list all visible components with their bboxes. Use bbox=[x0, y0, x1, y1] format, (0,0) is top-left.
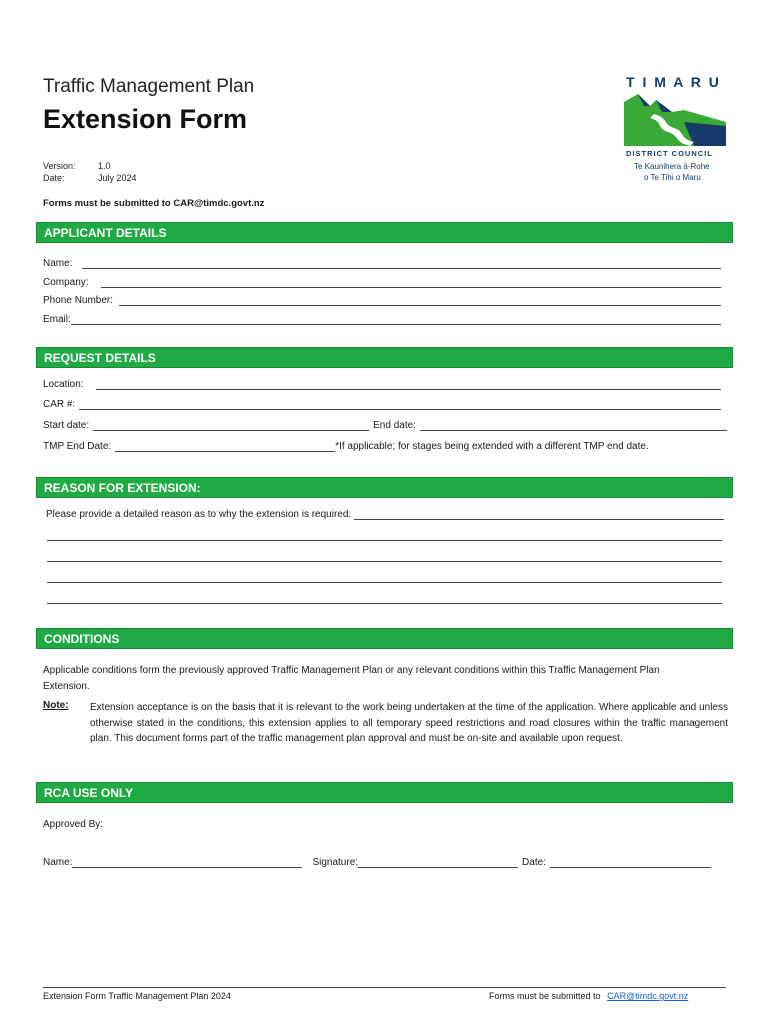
location-field[interactable] bbox=[43, 379, 721, 390]
email-label: Email: bbox=[43, 314, 71, 325]
email-line[interactable] bbox=[71, 315, 721, 325]
name-line[interactable] bbox=[82, 259, 721, 269]
approved-by-label: Approved By: bbox=[43, 819, 104, 830]
logo-wordmark: T I M A R U bbox=[626, 74, 721, 90]
date-label: Date: bbox=[43, 173, 65, 183]
rca-name-line[interactable] bbox=[72, 858, 302, 868]
footer-right bbox=[489, 991, 688, 1001]
car-number-label: CAR #: bbox=[43, 399, 76, 410]
footer-left-text: Extension Form Traffic Management Plan 2024 bbox=[43, 991, 231, 1001]
reason-prompt: Please provide a detailed reason as to why the extension is required: bbox=[46, 509, 352, 520]
applicant-section-header: APPLICANT DETAILS bbox=[36, 222, 733, 243]
dates-row bbox=[43, 420, 727, 431]
version-value: 1.0 bbox=[98, 161, 111, 171]
email-field[interactable] bbox=[43, 314, 721, 325]
location-label: Location: bbox=[43, 379, 84, 390]
conditions-note-label: Note: bbox=[43, 700, 69, 711]
logo-maori-line2: o Te Tihi o Maru bbox=[644, 173, 701, 182]
car-number-line[interactable] bbox=[79, 400, 721, 410]
date-value: July 2024 bbox=[98, 173, 137, 183]
document-title: Extension Form bbox=[43, 104, 248, 134]
footer-right-text: Forms must be submitted to bbox=[489, 991, 601, 1001]
reason-line[interactable] bbox=[47, 573, 722, 583]
tmp-end-date-note: *If applicable; for stages being extended with a different TMP end date. bbox=[335, 441, 649, 452]
timaru-logo bbox=[620, 74, 730, 186]
end-date-label: End date: bbox=[373, 420, 416, 431]
tmp-end-date-line[interactable] bbox=[115, 442, 335, 452]
reason-prompt-row bbox=[46, 509, 724, 520]
location-line[interactable] bbox=[96, 380, 721, 390]
footer-divider bbox=[43, 987, 726, 988]
tmp-end-date-label: TMP End Date: bbox=[43, 441, 112, 452]
signature-label: Signature: bbox=[312, 857, 359, 868]
phone-field[interactable] bbox=[43, 295, 721, 306]
signature-line[interactable] bbox=[358, 858, 518, 868]
request-section-header: REQUEST DETAILS bbox=[36, 347, 733, 368]
end-date-line[interactable] bbox=[420, 421, 727, 431]
company-line[interactable] bbox=[101, 278, 721, 288]
start-date-label: Start date: bbox=[43, 420, 90, 431]
rca-name-label: Name: bbox=[43, 857, 73, 868]
rca-date-line[interactable] bbox=[550, 858, 711, 868]
rca-date-label: Date: bbox=[522, 857, 546, 868]
phone-line[interactable] bbox=[119, 296, 721, 306]
reason-line[interactable] bbox=[47, 531, 722, 541]
reason-section-header: REASON FOR EXTENSION: bbox=[36, 477, 733, 498]
company-label: Company: bbox=[43, 277, 89, 288]
reason-line[interactable] bbox=[47, 552, 722, 562]
rca-section-header: RCA USE ONLY bbox=[36, 782, 733, 803]
document-subtitle: Traffic Management Plan bbox=[43, 76, 255, 97]
logo-council: DISTRICT COUNCIL bbox=[626, 149, 713, 158]
conditions-note-text: Extension acceptance is on the basis that it is relevant to the work being undertaken at the time of the application. Where applicable and unless otherwise stated in the conditions, this extension applies to all temporary speed restrictions and road closures within the traffic management plan. This document forms part of the traffic management plan approval and must be on-site and available upon request. bbox=[90, 702, 728, 744]
submission-note: Forms must be submitted to CAR@timdc.govt.nz bbox=[43, 198, 265, 209]
conditions-intro: Applicable conditions form the previously approved Traffic Management Plan or any relevant conditions within this Traffic Management Plan Extension. bbox=[43, 665, 660, 692]
rca-sign-row bbox=[43, 857, 711, 868]
reason-line[interactable] bbox=[47, 594, 722, 604]
company-field[interactable] bbox=[43, 277, 721, 288]
name-field[interactable] bbox=[43, 258, 721, 269]
car-number-field[interactable] bbox=[43, 399, 721, 410]
name-label: Name: bbox=[43, 258, 73, 269]
conditions-section-header: CONDITIONS bbox=[36, 628, 733, 649]
version-label: Version: bbox=[43, 161, 76, 171]
logo-maori-line1: Te Kaunihera ā-Rohe bbox=[634, 162, 710, 171]
logo-landscape-icon bbox=[624, 92, 726, 146]
start-date-line[interactable] bbox=[93, 421, 369, 431]
phone-label: Phone Number: bbox=[43, 295, 114, 306]
tmp-end-date-row bbox=[43, 441, 733, 452]
reason-line[interactable] bbox=[354, 510, 724, 520]
footer-email-link[interactable]: CAR@timdc.govt.nz bbox=[607, 991, 689, 1001]
